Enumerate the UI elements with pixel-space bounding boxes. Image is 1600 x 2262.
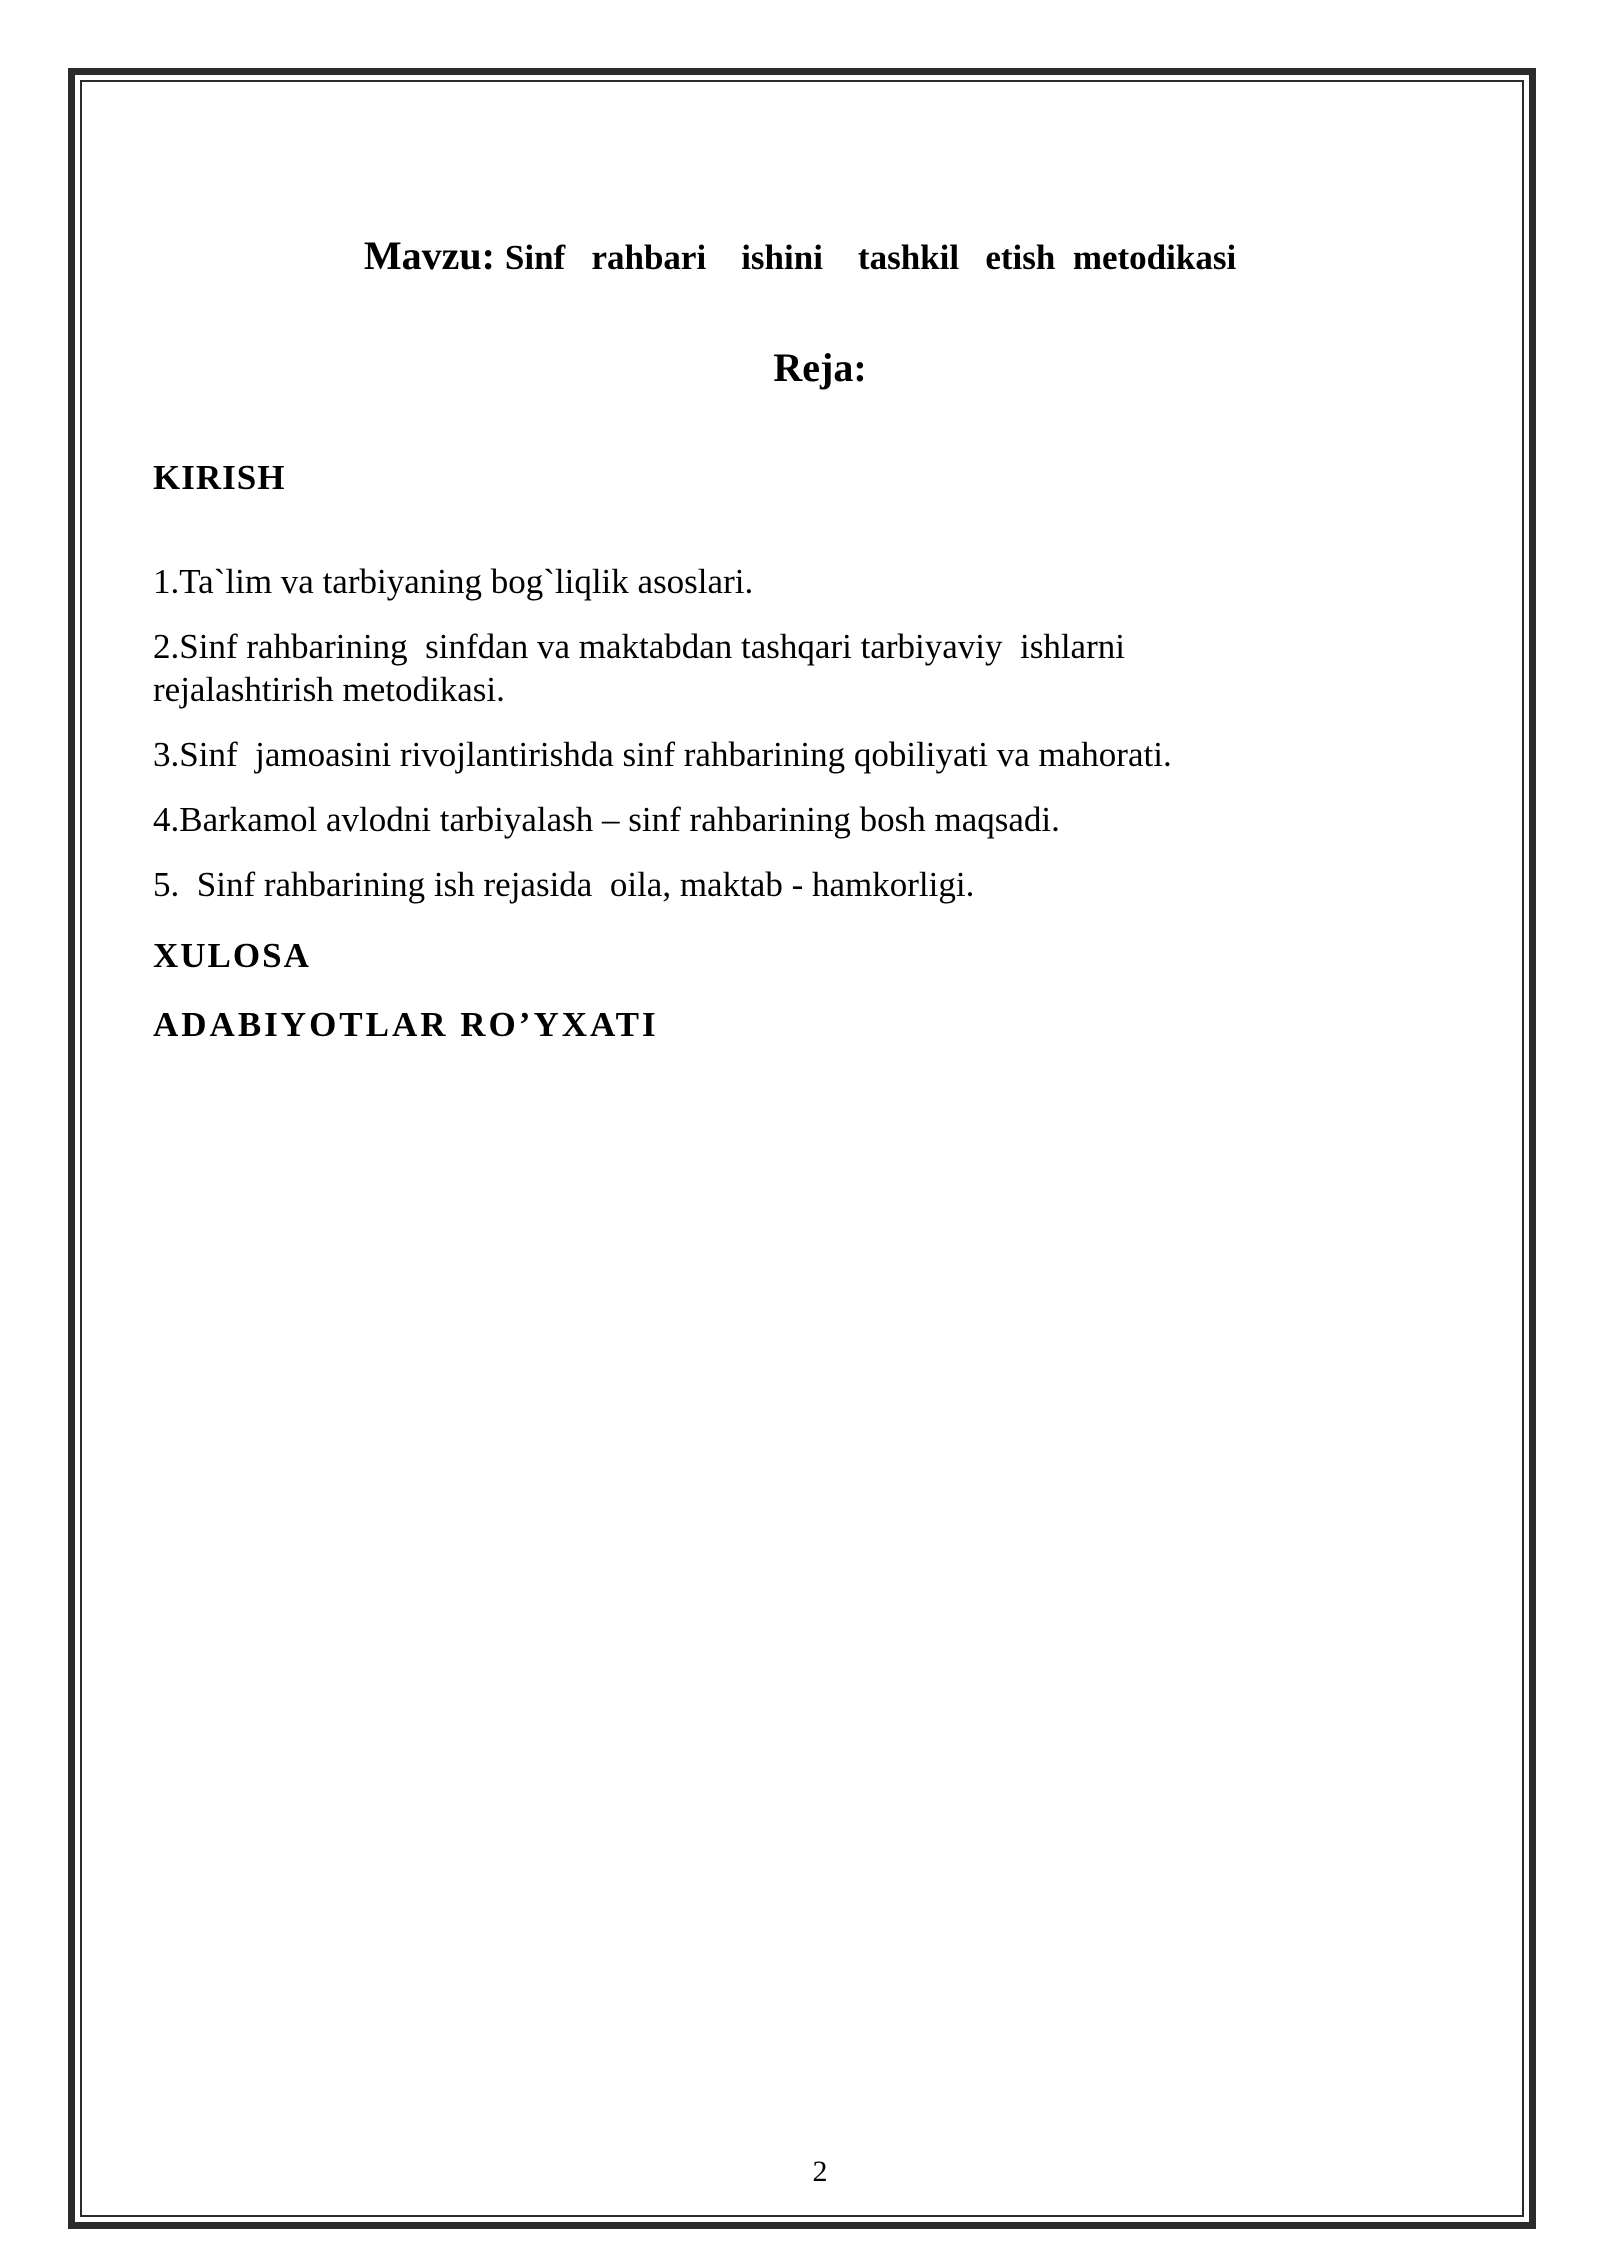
document-title: [0, 232, 1600, 279]
plan-item-2: 2.Sinf rahbarining sinfdan va maktabdan tashqari tarbiyaviy ishlarni rejalashtirish metodikasi.: [153, 627, 1134, 709]
conclusion-heading: XULOSA: [153, 936, 311, 975]
intro-heading: KIRISH: [153, 458, 286, 497]
title-text: Sinf rahbari ishini tashkil etish metodikasi: [504, 238, 1237, 277]
title-label: Mavzu:: [363, 233, 495, 278]
plan-item-3: 3.Sinf jamoasini rivojlantirishda sinf rahbarining qobiliyati va mahorati.: [153, 735, 1172, 774]
plan-item-4: 4.Barkamol avlodni tarbiyalash – sinf rahbarining bosh maqsadi.: [153, 800, 1060, 839]
page-number: 2: [812, 2155, 828, 2188]
plan-item-1: 1.Ta`lim va tarbiyaning bog`liqlik asoslari.: [153, 562, 754, 601]
page-border-inner: [80, 80, 1524, 2217]
references-heading: ADABIYOTLAR RO’YXATI: [153, 1005, 659, 1044]
plan-item-5: 5. Sinf rahbarining ish rejasida oila, maktab - hamkorligi.: [153, 865, 975, 904]
plan-list: [153, 560, 1453, 928]
plan-heading: Reja:: [773, 345, 867, 390]
page-border: [68, 68, 1536, 2229]
